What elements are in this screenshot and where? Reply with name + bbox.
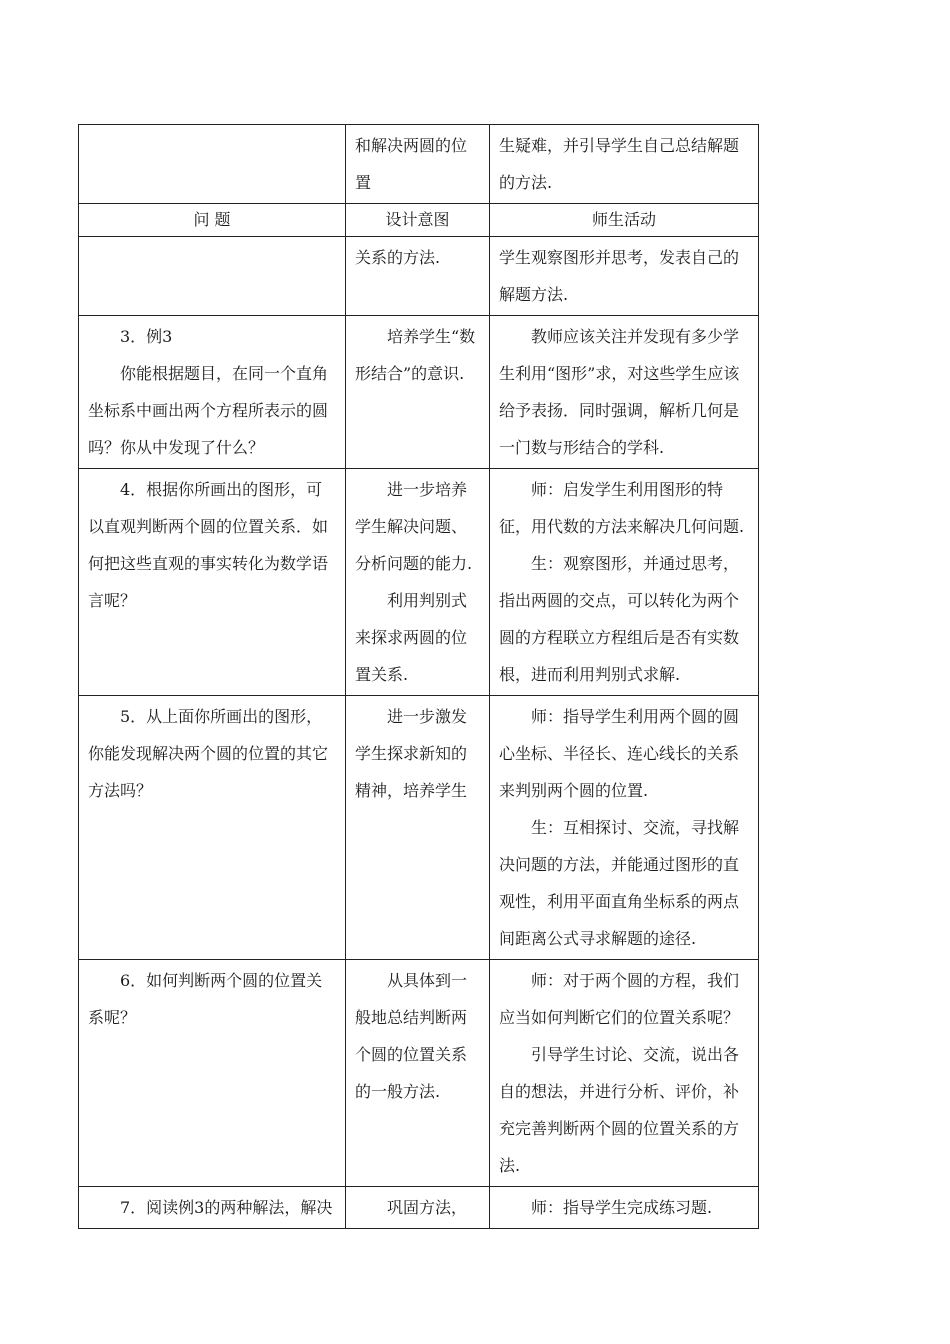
intent-cell: [346, 469, 490, 696]
intent-text: 进一步激发学生探求新知的精神，培养学生: [355, 707, 468, 800]
intent-text: 和解决两圆的位置: [355, 136, 468, 192]
question-text: 7．阅读例3的两种解法，解决: [120, 1198, 333, 1217]
question-cell: [79, 316, 346, 469]
question-cell: [79, 237, 346, 316]
table-row: [79, 960, 759, 1187]
activity-text: 师：对于两个圆的方程，我们应当如何判断它们的位置关系呢？: [499, 971, 740, 1027]
activity-text: 师：启发学生利用图形的特征，用代数的方法来解决几何问题.: [499, 480, 745, 536]
table-row: [79, 1187, 759, 1229]
header-activity: 师生活动: [490, 204, 759, 237]
table-row: [79, 696, 759, 960]
lesson-plan-page: [78, 124, 758, 1229]
table-row: [79, 469, 759, 696]
activity-cell: [490, 237, 759, 316]
question-text: 5．从上面你所画出的图形，你能发现解决两个圆的位置的其它方法吗？: [88, 707, 329, 800]
intent-cell: [346, 125, 490, 204]
intent-cell: [346, 1187, 490, 1229]
activity-cell: [490, 316, 759, 469]
question-cell: [79, 960, 346, 1187]
question-cell: [79, 696, 346, 960]
question-cell: [79, 1187, 346, 1229]
activity-cell: [490, 696, 759, 960]
question-text: 4．根据你所画出的图形，可以直观判断两个圆的位置关系．如何把这些直观的事实转化为数学语言呢？: [88, 480, 329, 610]
activity-cell: [490, 125, 759, 204]
intent-cell: [346, 237, 490, 316]
table-row: [79, 125, 759, 204]
intent-cell: [346, 696, 490, 960]
intent-text: 培养学生“数形结合”的意识.: [355, 327, 476, 383]
activity-text: 师：指导学生利用两个圆的圆心坐标、半径长、连心线长的关系来判别两个圆的位置.: [499, 707, 740, 800]
lesson-plan-table: [78, 124, 759, 1229]
intent-text: 利用判别式来探求两圆的位置关系.: [355, 591, 468, 684]
intent-text: 关系的方法.: [355, 248, 441, 267]
question-cell: [79, 125, 346, 204]
activity-text: 生疑难，并引导学生自己总结解题的方法.: [499, 136, 740, 192]
header-question: 问 题: [79, 204, 346, 237]
question-number: 3．例3: [120, 327, 173, 346]
table-row: [79, 316, 759, 469]
activity-cell: [490, 469, 759, 696]
table-header-row: [79, 204, 759, 237]
activity-text: 学生观察图形并思考，发表自己的解题方法.: [499, 248, 740, 304]
question-text: 6．如何判断两个圆的位置关系呢？: [88, 971, 323, 1027]
intent-text: 巩固方法，: [387, 1198, 468, 1217]
question-text: 你能根据题目，在同一个直角坐标系中画出两个方程所表示的圆吗？你从中发现了什么？: [88, 364, 329, 457]
activity-cell: [490, 1187, 759, 1229]
intent-text: 进一步培养学生解决问题、分析问题的能力.: [355, 480, 473, 573]
intent-cell: [346, 960, 490, 1187]
activity-text: 生：互相探讨、交流，寻找解决问题的方法，并能通过图形的直观性，利用平面直角坐标系的两点间距离公式寻求解题的途径.: [499, 818, 740, 948]
intent-text: 从具体到一般地总结判断两个圆的位置关系的一般方法.: [355, 971, 468, 1101]
question-cell: [79, 469, 346, 696]
activity-text: 师：指导学生完成练习题.: [531, 1198, 713, 1217]
activity-text: 引导学生讨论、交流，说出各自的想法，并进行分析、评价，补充完善判断两个圆的位置关系的方法.: [499, 1045, 740, 1175]
intent-cell: [346, 316, 490, 469]
table-row: [79, 237, 759, 316]
activity-cell: [490, 960, 759, 1187]
header-intent: 设计意图: [346, 204, 490, 237]
activity-text: 生：观察图形，并通过思考，指出两圆的交点，可以转化为两个圆的方程联立方程组后是否有实数根，进而利用判别式求解.: [499, 554, 740, 684]
activity-text: 教师应该关注并发现有多少学生利用“图形”求，对这些学生应该给予表扬．同时强调，解析几何是一门数与形结合的学科.: [499, 327, 740, 457]
